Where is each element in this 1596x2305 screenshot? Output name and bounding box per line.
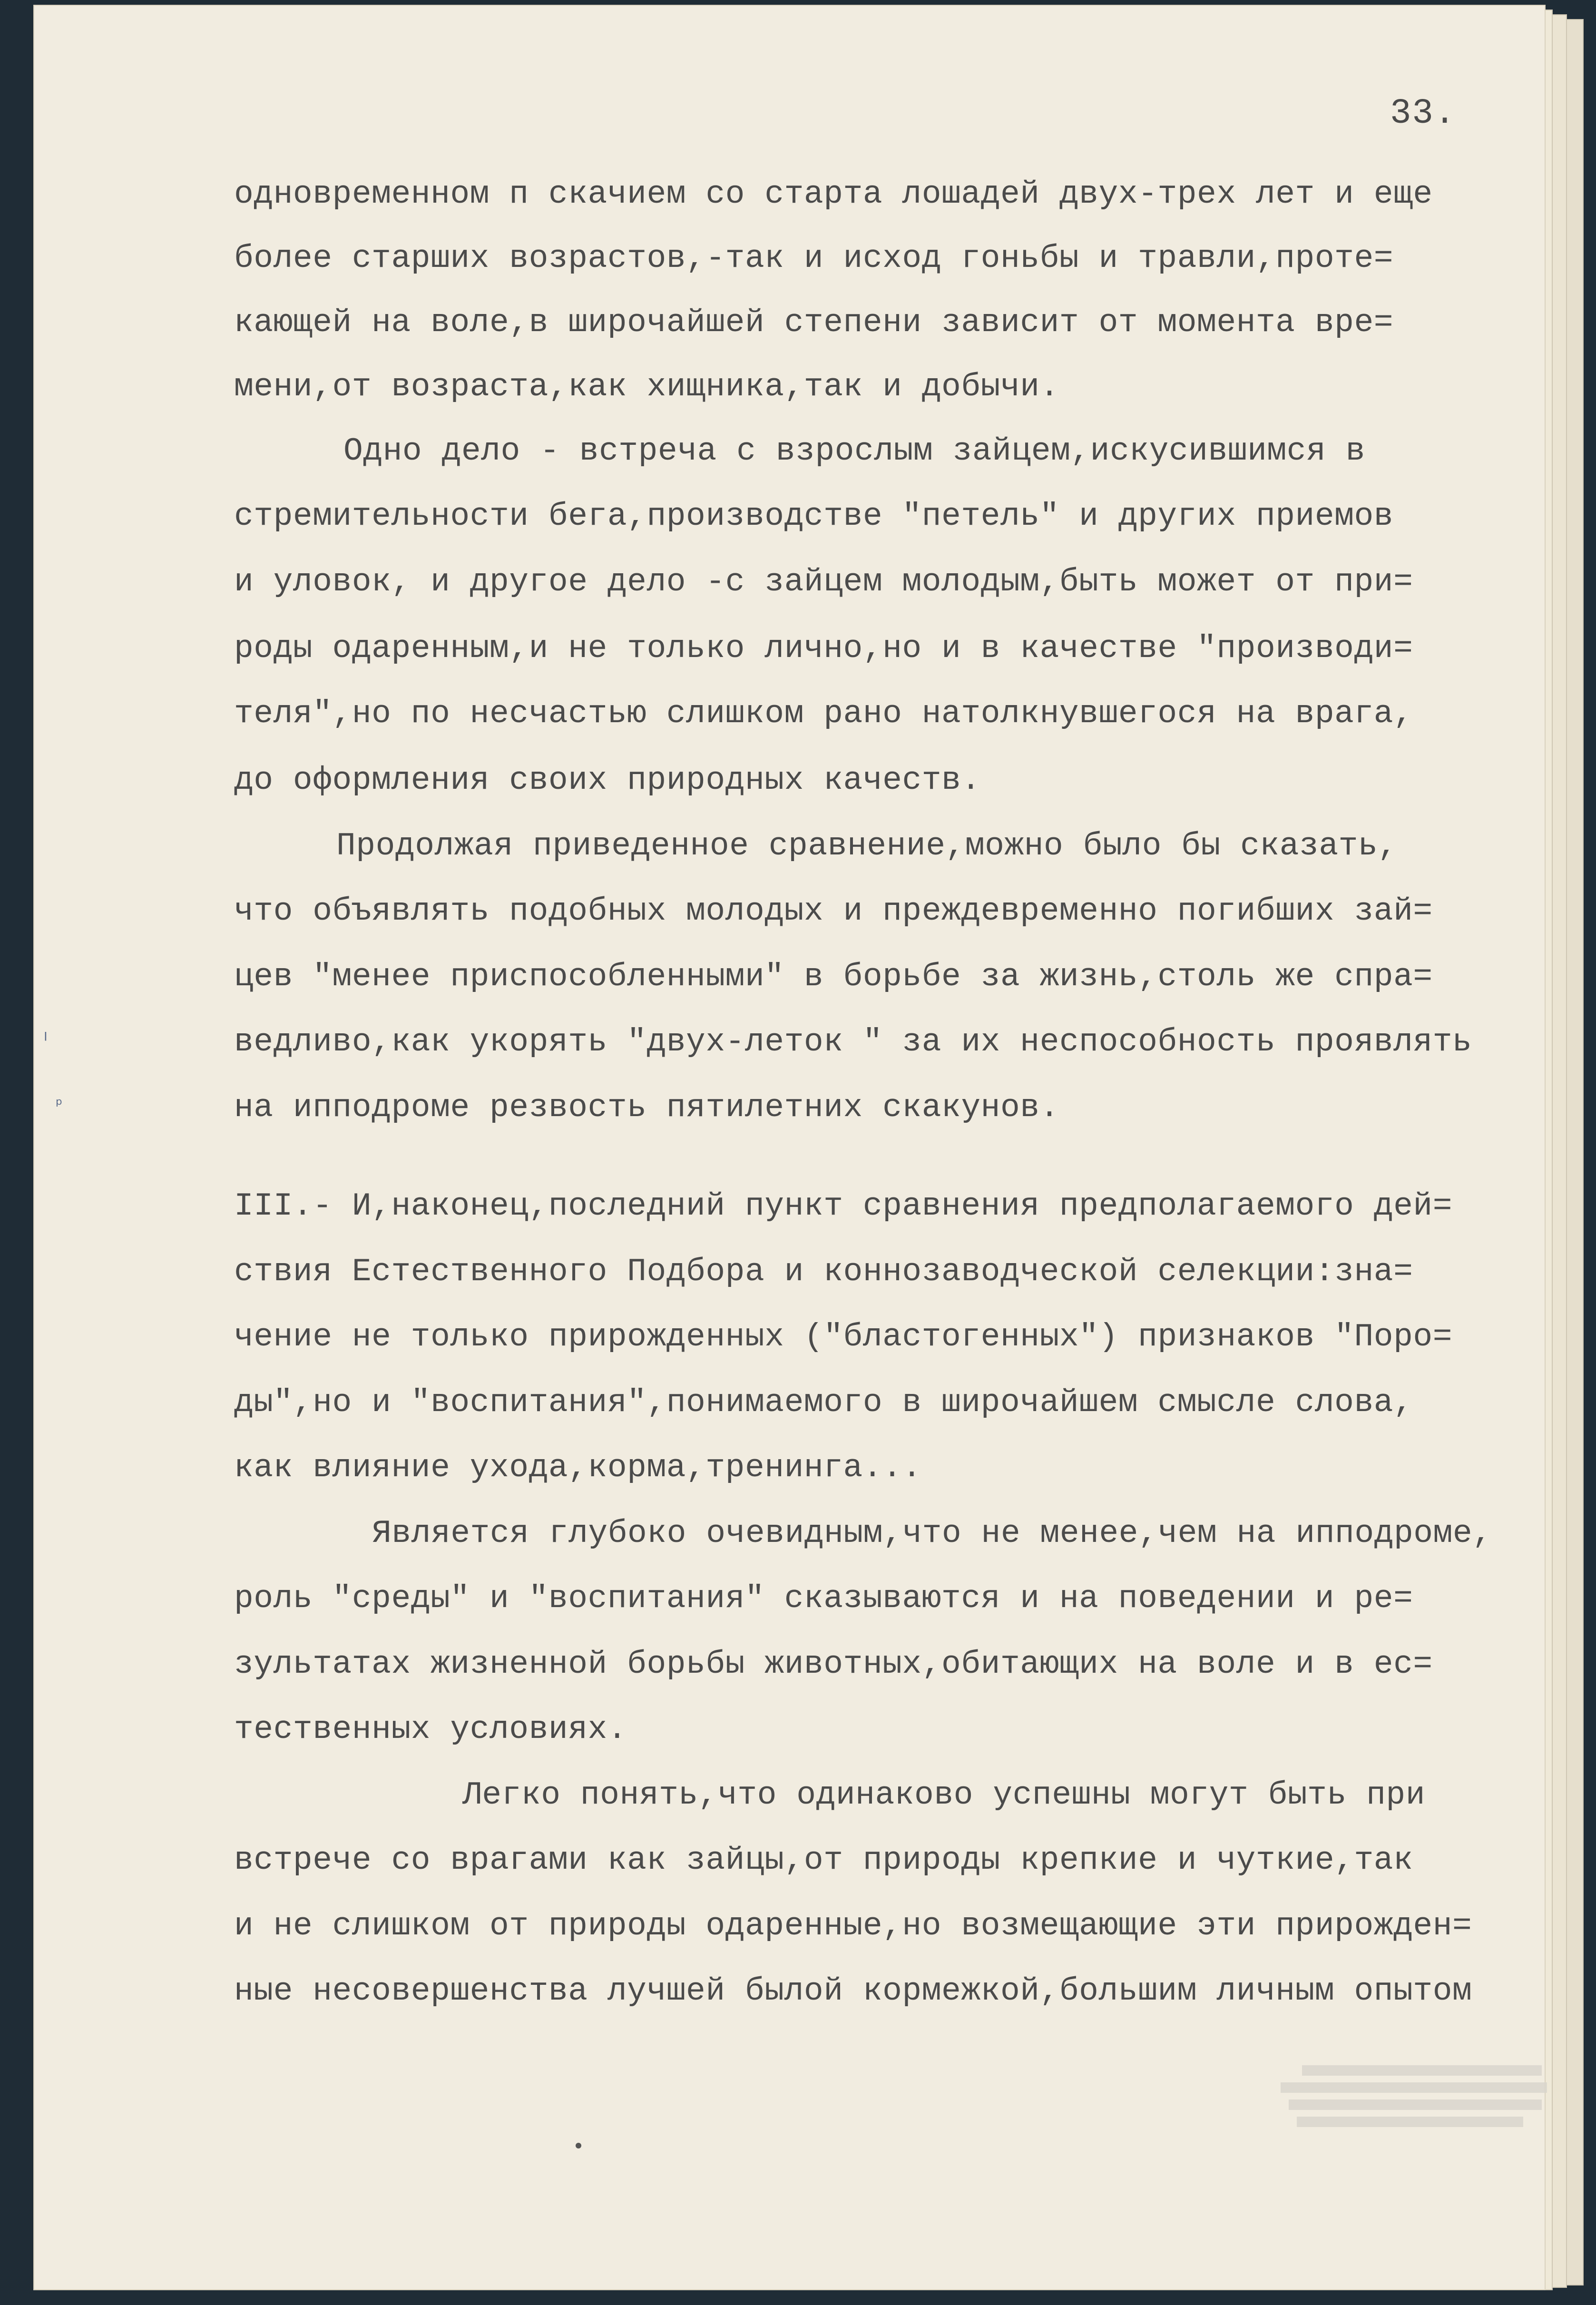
archive-stamp: [1281, 2059, 1547, 2154]
text-line: роль "среды" и "воспитания" сказываются и на поведении и ре=: [234, 1580, 1413, 1617]
text-line: кающей на воле,в широчайшей степени зависит от момента вре=: [234, 304, 1394, 341]
text-line: на ипподроме резвость пятилетних скакунов.: [234, 1089, 1059, 1126]
document-page: [34, 6, 1545, 2289]
text-line: как влияние ухода,корма,тренинга...: [234, 1450, 922, 1486]
text-line: цев "менее приспособленными" в борьбе за жизнь,столь же спра=: [234, 959, 1433, 995]
text-line: до оформления своих природных качеств.: [234, 762, 981, 799]
text-line: роды одаренным,и не только лично,но и в качестве "производи=: [234, 630, 1413, 667]
text-line: ды",но и "воспитания",понимаемого в широчайшем смысле слова,: [234, 1384, 1413, 1421]
text-line: мени,от возраста,как хищника,так и добычи.: [234, 369, 1059, 405]
text-line: Одно дело - встреча с взрослым зайцем,искусившимся в: [343, 433, 1365, 470]
text-line: Легко понять,что одинаково успешны могут быть при: [462, 1777, 1426, 1814]
text-line: ные несовершенства лучшей былой кормежкой,большим личным опытом: [234, 1973, 1472, 2010]
margin-pencil-mark: ˡ: [44, 1029, 48, 1053]
text-line: более старших возрастов,-так и исход гоньбы и травли,проте=: [234, 240, 1394, 277]
text-line: и не слишком от природы одаренные,но возмещающие эти прирожден=: [234, 1908, 1472, 1944]
page-number: 33.: [1390, 94, 1457, 134]
text-line: Является глубоко очевидным,что не менее,чем на ипподроме,: [372, 1515, 1492, 1552]
text-line: теля",но по несчастью слишком рано натолкнувшегося на врага,: [234, 696, 1413, 732]
text-line: стремительности бега,производстве "петель" и других приемов: [234, 498, 1394, 535]
text-line: встрече со врагами как зайцы,от природы крепкие и чуткие,так: [234, 1842, 1413, 1879]
text-line: что объявлять подобных молодых и преждевременно погибших зай=: [234, 893, 1433, 930]
text-line: Продолжая приведенное сравнение,можно было бы сказать,: [336, 828, 1398, 864]
ink-dot: [576, 2143, 581, 2148]
text-line: чение не только прирожденных ("бластогенных") признаков "Поро=: [234, 1319, 1453, 1355]
text-line: III.- И,наконец,последний пункт сравнения предполагаемого дей=: [234, 1188, 1453, 1225]
text-line: ствия Естественного Подбора и коннозаводческой селекции:зна=: [234, 1254, 1413, 1290]
text-line: ведливо,как укорять "двух-леток " за их неспособность проявлять: [234, 1024, 1472, 1060]
text-line: и уловок, и другое дело -с зайцем молодым,быть может от при=: [234, 564, 1413, 600]
text-line: одновременном п скачием со старта лошадей двух-трех лет и еще: [234, 176, 1433, 213]
text-line: тественных условиях.: [234, 1711, 627, 1748]
text-line: зультатах жизненной борьбы животных,обитающих на воле и в ес=: [234, 1646, 1433, 1683]
margin-pencil-mark: ᵖ: [56, 1095, 63, 1114]
